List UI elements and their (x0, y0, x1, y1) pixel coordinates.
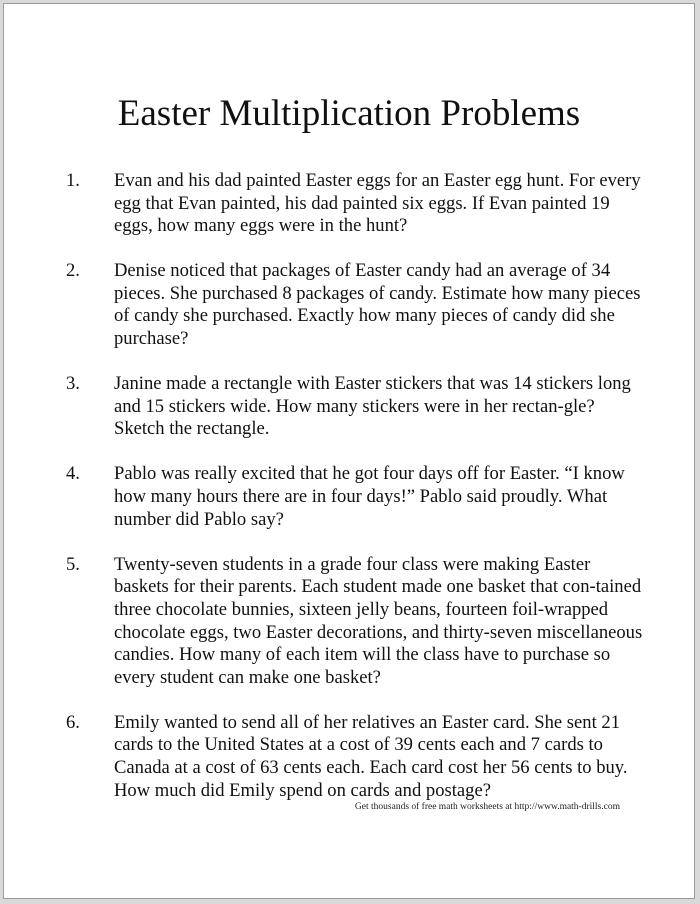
problem-number: 5. (66, 553, 80, 575)
problem-number: 6. (66, 711, 80, 733)
page-title: Easter Multiplication Problems (117, 93, 581, 134)
footer-credit: Get thousands of free math worksheets at http://www.math-drills.com (354, 802, 620, 812)
problem-5 (66, 554, 644, 690)
problem-3 (66, 373, 644, 441)
problem-number: 3. (66, 373, 80, 395)
problem-text: Emily wanted to send all of her relatives an Easter card. She sent 21 cards to the United States at a cost of 39 cents each and 7 cards to Canada at a cost of 63 cents each. Each card cost her 56 cents to buy. How much did Emily spend on cards and postage? (114, 711, 628, 801)
problem-text: Twenty-seven students in a grade four class were making Easter baskets for their parents. Each student made one basket that con-tained three chocolate bunnies, sixteen jelly beans, fourteen foil-wrapped chocolate eggs, two Easter decorations, and thirty-seven miscellaneous candies. How many of each item will the class have to purchase so every student can make one basket? (114, 553, 643, 688)
problem-number: 1. (66, 170, 80, 191)
problem-1 (66, 170, 644, 238)
problem-6 (66, 712, 644, 802)
problem-text: Pablo was really excited that he got four days off for Easter. “I know how many hours there are in four days!” Pablo said proudly. What number did Pablo say? (114, 463, 625, 530)
problem-number: 2. (66, 260, 80, 282)
problem-2 (66, 260, 644, 350)
problem-4 (66, 463, 644, 531)
problem-text: Janine made a rectangle with Easter stickers that was 14 stickers long and 15 stickers wide. How many stickers were in her rectan-gle? Sketch the rectangle. (114, 373, 631, 440)
problem-text: Evan and his dad painted Easter eggs for an Easter egg hunt. For every egg that Evan painted, his dad painted six eggs. If Evan painted 19 eggs, how many eggs were in the hunt? (114, 170, 641, 237)
worksheet-page (3, 3, 695, 899)
problem-list (66, 170, 644, 825)
problem-number: 4. (66, 463, 80, 485)
problem-text: Denise noticed that packages of Easter candy had an average of 34 pieces. She purchased 8 packages of candy. Estimate how many pieces of candy she purchased. Exactly how many pieces of candy did she purchase? (114, 260, 641, 350)
